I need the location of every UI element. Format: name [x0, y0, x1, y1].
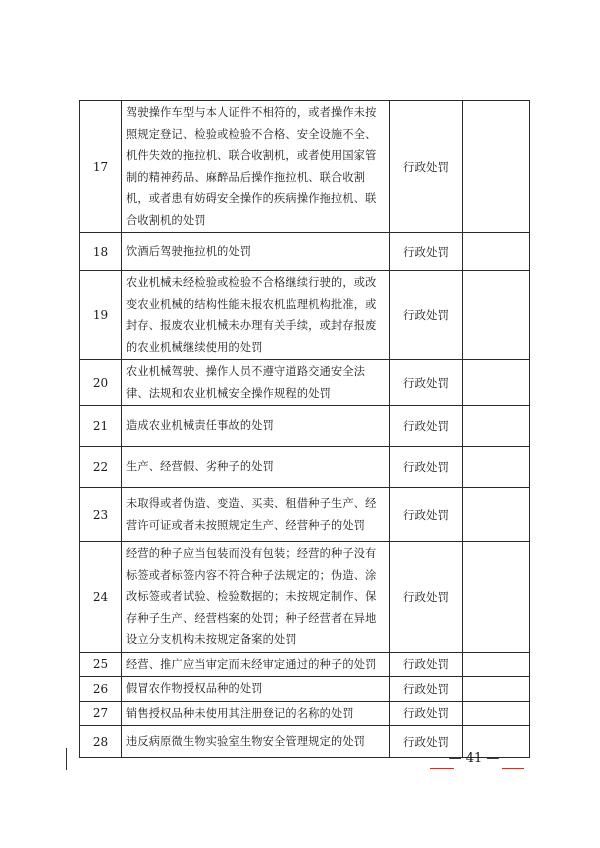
item-description: 生产、经营假、劣种子的处罚 [122, 447, 390, 488]
item-notes [463, 447, 530, 488]
row-number: 20 [80, 360, 122, 406]
item-description: 销售授权品种未使用其注册登记的名称的处罚 [122, 701, 390, 726]
table-row [80, 652, 530, 677]
item-notes [463, 233, 530, 271]
item-description: 假冒农作物授权品种的处罚 [122, 677, 390, 702]
item-type: 行政处罚 [390, 271, 463, 360]
page-number: — 41 — [448, 751, 500, 766]
table-row [80, 542, 530, 653]
item-description: 经营、推广应当审定而未经审定通过的种子的处罚 [122, 652, 390, 677]
enforcement-items-table [79, 100, 530, 758]
item-notes [463, 677, 530, 702]
item-type: 行政处罚 [390, 360, 463, 406]
item-notes [463, 488, 530, 542]
item-type: 行政处罚 [390, 677, 463, 702]
row-number: 27 [80, 701, 122, 726]
row-number: 21 [80, 406, 122, 447]
table-row [80, 406, 530, 447]
item-type: 行政处罚 [390, 406, 463, 447]
item-description: 农业机械未经检验或检验不合格继续行驶的，或改变农业机械的结构性能未报农机监理机构批准，或封存、报废农业机械未办理有关手续，或封存报废的农业机械继续使用的处罚 [122, 271, 390, 360]
item-type: 行政处罚 [390, 652, 463, 677]
row-number: 26 [80, 677, 122, 702]
table-row [80, 488, 530, 542]
item-description: 饮酒后驾驶拖拉机的处罚 [122, 233, 390, 271]
item-description: 经营的种子应当包装而没有包装；经营的种子没有标签或者标签内容不符合种子法规定的；伪造、涂改标签或者试验、检验数据的；未按规定制作、保存种子生产、经营档案的处罚；种子经营者在异地设立分支机构未按规定备案的处罚 [122, 542, 390, 653]
row-number: 25 [80, 652, 122, 677]
row-number: 18 [80, 233, 122, 271]
row-number: 17 [80, 101, 122, 233]
item-description: 驾驶操作车型与本人证件不相符的，或者操作未按照规定登记、检验或检验不合格、安全设施不全、机件失效的拖拉机、联合收割机，或者使用国家管制的精神药品、麻醉品后操作拖拉机、联合收割机，或者患有妨碍安全操作的疾病操作拖拉机、联合收割机的处罚 [122, 101, 390, 233]
table-body [80, 101, 530, 758]
item-notes [463, 406, 530, 447]
item-type: 行政处罚 [390, 726, 463, 758]
item-type: 行政处罚 [390, 542, 463, 653]
row-number: 23 [80, 488, 122, 542]
item-notes [463, 101, 530, 233]
item-type: 行政处罚 [390, 233, 463, 271]
item-notes [463, 652, 530, 677]
binding-margin-mark [66, 748, 67, 770]
table-row [80, 701, 530, 726]
item-notes [463, 360, 530, 406]
item-description: 造成农业机械责任事故的处罚 [122, 406, 390, 447]
item-description: 农业机械驾驶、操作人员不遵守道路交通安全法律、法规和农业机械安全操作规程的处罚 [122, 360, 390, 406]
item-type: 行政处罚 [390, 701, 463, 726]
table-row [80, 360, 530, 406]
table-row [80, 271, 530, 360]
item-type: 行政处罚 [390, 447, 463, 488]
row-number: 24 [80, 542, 122, 653]
row-number: 22 [80, 447, 122, 488]
item-notes [463, 271, 530, 360]
row-number: 28 [80, 726, 122, 758]
item-description: 未取得或者伪造、变造、买卖、租借种子生产、经营许可证或者未按照规定生产、经营种子的处罚 [122, 488, 390, 542]
item-description: 违反病原微生物实验室生物安全管理规定的处罚 [122, 726, 390, 758]
page-number-underline-right [502, 768, 524, 769]
table-row [80, 101, 530, 233]
item-notes [463, 701, 530, 726]
item-type: 行政处罚 [390, 488, 463, 542]
table-row [80, 677, 530, 702]
item-type: 行政处罚 [390, 101, 463, 233]
table-row [80, 233, 530, 271]
row-number: 19 [80, 271, 122, 360]
table-row [80, 447, 530, 488]
item-notes [463, 542, 530, 653]
page-number-underline-left [430, 768, 454, 769]
